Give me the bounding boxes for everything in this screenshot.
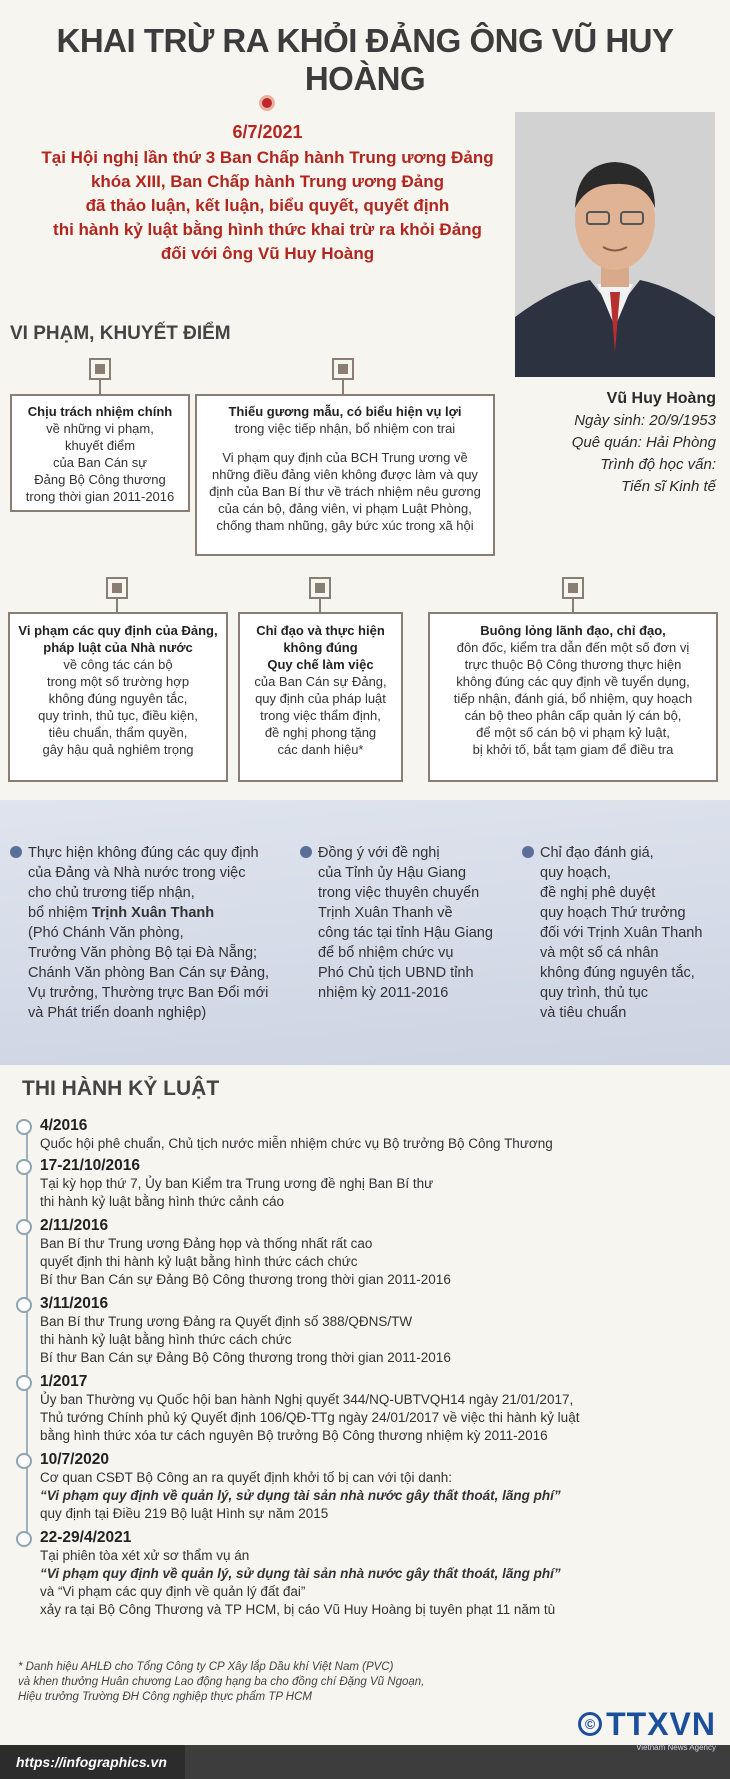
violations-heading: VI PHẠM, KHUYẾT ĐIỂM <box>10 323 231 344</box>
timeline-dot-icon <box>16 1219 32 1235</box>
timeline-item: 22-29/4/2021 Tại phiên tòa xét xử sơ thẩm vụ án “Vi phạm quy định về quản lý, sử dụng tài sản nhà nước gây thất thoát, lãng phí” và “Vi phạm các quy định về quản lý đất đai” xảy ra tại Bộ Công Thương và TP HCM, bị cáo Vũ Huy Hoàng bị tuyên phạt 11 năm tù <box>22 1529 561 1619</box>
copyright-icon: © <box>578 1712 602 1736</box>
profile-hometown: Quê quán: Hải Phòng <box>571 434 716 451</box>
violation-box-4: Chỉ đạo và thực hiện không đúng Quy chế làm việc của Ban Cán sự Đảng, quy định của pháp luật trong việc thẩm định, đề nghị phong tặng các danh hiệu* <box>238 612 403 782</box>
profile-birth: Ngày sinh: 20/9/1953 <box>574 412 716 429</box>
decision-date: 6/7/2021 <box>232 122 303 142</box>
timeline-dot-icon <box>16 1375 32 1391</box>
detail-item-1: Thực hiện không đúng các quy định của Đảng và Nhà nước trong việc cho chủ trương tiếp nhận, bổ nhiệm Trịnh Xuân Thanh (Phó Chánh Văn phòng, Trưởng Văn phòng Bộ tại Đà Nẵng; Chánh Văn phòng Ban Cán sự Đảng, Vụ trưởng, Thường trực Ban Đổi mới và Phát triển doanh nghiệp) <box>10 843 280 1023</box>
timeline-dot-icon <box>16 1159 32 1175</box>
violation-box-1: Chịu trách nhiệm chính về những vi phạm, khuyết điểm của Ban Cán sự Đảng Bộ Công thương trong thời gian 2011-2016 <box>10 394 190 512</box>
timeline-item: 17-21/10/2016 Tại kỳ họp thứ 7, Ủy ban Kiểm tra Trung ương đề nghị Ban Bí thư thi hành kỷ luật bằng hình thức cảnh cáo <box>22 1157 433 1211</box>
portrait-photo <box>515 112 715 377</box>
violation-box-3: Vi phạm các quy định của Đảng, pháp luật của Nhà nước về công tác cán bộ trong một số trường hợp không đúng nguyên tắc, quy trình, thủ tục, điều kiện, tiêu chuẩn, thẩm quyền, gây hậu quả nghiêm trọng <box>8 612 228 782</box>
page-title: KHAI TRỪ RA KHỎI ĐẢNG ÔNG VŨ HUY HOÀNG <box>56 22 674 97</box>
bullet-icon <box>522 846 534 858</box>
timeline-item: 3/11/2016 Ban Bí thư Trung ương Đảng ra Quyết định số 388/QĐNS/TW thi hành kỷ luật bằng hình thức cách chức Bí thư Ban Cán sự Đảng Bộ Công thương trong thời gian 2011-2016 <box>22 1295 451 1367</box>
connector-node-icon <box>562 577 584 599</box>
red-dot-icon <box>259 95 275 111</box>
timeline-item: 2/11/2016 Ban Bí thư Trung ương Đảng họp và thống nhất rất cao quyết định thi hành kỷ luật bằng hình thức cách chức Bí thư Ban Cán sự Đảng Bộ Công thương trong thời gian 2011-2016 <box>22 1217 451 1289</box>
violation-box-5: Buông lỏng lãnh đạo, chỉ đạo, đôn đốc, kiểm tra dẫn đến một số đơn vị trực thuộc Bộ Công thương thực hiện không đúng các quy định về tuyển dụng, tiếp nhận, đánh giá, bổ nhiệm, quy hoạch cán bộ theo phân cấp quản lý cán bộ, để một số cán bộ vi phạm kỷ luật, bị khởi tố, bắt tạm giam để điều tra <box>428 612 718 782</box>
timeline-dot-icon <box>16 1297 32 1313</box>
connector-node-icon <box>309 577 331 599</box>
ttxvn-logo: TTXVN <box>606 1706 716 1742</box>
timeline-item: 1/2017 Ủy ban Thường vụ Quốc hội ban hành Nghị quyết 344/NQ-UBTVQH14 ngày 21/01/2017, Thủ tướng Chính phủ ký Quyết định 106/QĐ-TTg ngày 24/01/2017 về việc thi hành kỷ luật bằng hình thức xóa tư cách nguyên Bộ trưởng Bộ Công thương nhiệm kỳ 2011-2016 <box>22 1373 579 1445</box>
bullet-icon <box>10 846 22 858</box>
timeline-item: 10/7/2020 Cơ quan CSĐT Bộ Công an ra quyết định khởi tố bị can với tội danh: “Vi phạm quy định về quản lý, sử dụng tài sản nhà nước gây thất thoát, lãng phí” quy định tại Điều 219 Bộ luật Hình sự năm 2015 <box>22 1451 561 1523</box>
detail-item-2: Đồng ý với đề nghị của Tỉnh ủy Hậu Giang trong việc thuyên chuyển Trịnh Xuân Thanh về công tác tại tỉnh Hậu Giang để bổ nhiệm chức vụ Phó Chủ tịch UBND tỉnh nhiệm kỳ 2011-2016 <box>300 843 520 1003</box>
timeline-dot-icon <box>16 1453 32 1469</box>
profile-education-label: Trình độ học vấn: <box>600 456 716 473</box>
logo-subtitle: Vietnam News Agency <box>636 1743 716 1752</box>
timeline-dot-icon <box>16 1531 32 1547</box>
profile-education-value: Tiến sĩ Kinh tế <box>621 478 716 495</box>
profile-info <box>572 388 716 498</box>
connector-node-icon <box>106 577 128 599</box>
connector-node-icon <box>89 358 111 380</box>
footnote: * Danh hiệu AHLĐ cho Tổng Công ty CP Xây lắp Dầu khí Việt Nam (PVC) và khen thưởng Huân chương Lao động hạng ba cho đồng chí Đặng Vũ Ngoạn, Hiệu trưởng Trường ĐH Công nghiệp thực phẩm TP HCM <box>18 1661 425 1703</box>
footer-url-link[interactable]: https://infographics.vn <box>0 1745 185 1779</box>
decision-text: Tại Hội nghị lần thứ 3 Ban Chấp hành Trung ương Đảng khóa XIII, Ban Chấp hành Trung ương Đảng đã thảo luận, kết luận, biểu quyết, quyết định thi hành kỷ luật bằng hình thức khai trừ ra khỏi Đảng đối với ông Vũ Huy Hoàng <box>41 148 494 263</box>
detail-item-3: Chỉ đạo đánh giá, quy hoạch, đề nghị phê duyệt quy hoạch Thứ trưởng đối với Trịnh Xuân Thanh và một số cá nhân không đúng nguyên tắc, quy trình, thủ tục và tiêu chuẩn <box>522 843 727 1023</box>
violation-box-2: Thiếu gương mẫu, có biểu hiện vụ lợi trong việc tiếp nhận, bổ nhiệm con trai Vi phạm quy định của BCH Trung ương về những điều đảng viên không được làm và quy định của Ban Bí thư về trách nhiệm nêu gương của cán bộ, đảng viên, vi phạm Luật Phòng, chống tham nhũng, gây bức xúc trong xã hội <box>195 394 495 556</box>
bullet-icon <box>300 846 312 858</box>
connector-node-icon <box>332 358 354 380</box>
timeline-item: 4/2016 Quốc hội phê chuẩn, Chủ tịch nước miễn nhiệm chức vụ Bộ trưởng Bộ Công Thương <box>22 1117 553 1153</box>
portrait-illustration <box>515 112 715 377</box>
timeline-dot-icon <box>16 1119 32 1135</box>
timeline-heading: THI HÀNH KỶ LUẬT <box>22 1077 220 1100</box>
profile-name: Vũ Huy Hoàng <box>606 390 716 407</box>
